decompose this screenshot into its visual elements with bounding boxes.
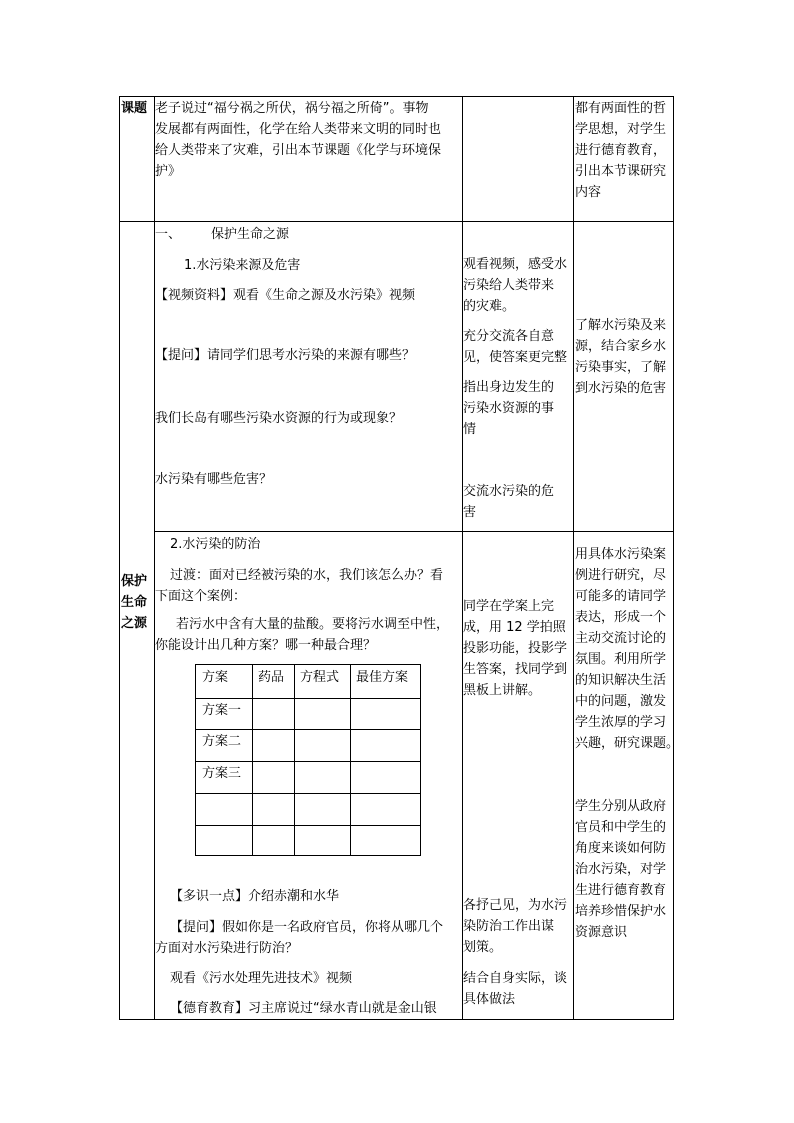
intent-line: 生进行德育教育 (575, 883, 667, 898)
intent-line: 可能多的请同学 (575, 589, 667, 604)
transition-line: 过渡：面对已经被污染的水，我们该怎么办？看 (170, 568, 444, 583)
student-line: 观看视频，感受水 (463, 257, 568, 272)
intent-line: 用具体水污染案 (575, 547, 667, 562)
row-label-line: 生命 (121, 595, 148, 610)
table-row-label: 方案二 (202, 734, 242, 749)
video-resource: 观看《污水处理先进技术》视频 (170, 971, 353, 986)
table-header: 方案 (202, 670, 229, 685)
intent-line: 官员和中学生的 (575, 820, 667, 835)
student-line: 充分交流各自意 (463, 329, 555, 344)
question: 【提问】请同学们思考水污染的来源有哪些？ (155, 348, 416, 363)
student-line: 投影功能，投影学 (463, 641, 568, 656)
student-line: 污染水资源的事 (463, 401, 555, 416)
subheading: 1.水污染来源及危害 (184, 258, 301, 273)
student-line: 具体做法 (463, 992, 516, 1007)
intent-line: 表达，形成一个 (575, 610, 667, 625)
case-line: 你能设计出几种方案？哪一种最合理？ (155, 638, 377, 653)
intent-line: 进行德育教育， (575, 143, 667, 158)
section-heading: 保护生命之源 (211, 227, 290, 242)
intro-line: 发展都有两面性，化学在给人类带来文明的同时也 (155, 122, 442, 137)
intent-line: 治水污染，对学 (575, 862, 667, 877)
intent-line: 培养珍惜保护水 (575, 904, 667, 919)
case-line: 若污水中含有大量的盐酸。要将污水调至中性， (176, 617, 450, 632)
intent-line: 氛围。利用所学 (575, 652, 667, 667)
student-line: 同学在学案上完 (463, 599, 555, 614)
intent-line: 都有两面性的哲 (575, 101, 667, 116)
row-label-line: 保护 (121, 574, 148, 589)
intro-line: 给人类带来了灾难，引出本节课题《化学与环境保 (155, 143, 442, 158)
row-label-line: 之源 (121, 616, 148, 631)
intent-line: 了解水污染及来 (575, 318, 667, 333)
question-line: 【提问】假如你是一名政府官员，你将从哪几个 (170, 920, 444, 935)
table-row-label: 方案一 (202, 703, 242, 718)
student-line: 污染给人类带来 (463, 278, 555, 293)
row-divider (154, 531, 674, 532)
intent-line: 例进行研究，尽 (575, 568, 667, 583)
scheme-table (195, 664, 421, 856)
intent-line: 到水污染的危害 (575, 381, 667, 396)
student-line: 情 (463, 422, 477, 437)
student-line: 各抒己见，为水污 (463, 898, 568, 913)
intro-line: 护》 (155, 164, 182, 179)
student-line: 的灾难。 (463, 299, 516, 314)
table-row-label: 方案三 (202, 766, 242, 781)
intent-line: 学生浓厚的学习 (575, 715, 667, 730)
transition-line: 下面这个案例： (155, 589, 247, 604)
student-line: 见，使答案更完整 (463, 350, 568, 365)
intent-line: 的知识解决生活 (575, 673, 667, 688)
student-line: 交流水污染的危 (463, 484, 555, 499)
intent-line: 角度来谈如何防 (575, 841, 667, 856)
intro-line: 老子说过“福兮祸之所伏，祸兮福之所倚”。事物 (155, 101, 429, 116)
intent-line: 引出本节课研究 (575, 164, 667, 179)
intent-line: 学思想，对学生 (575, 122, 667, 137)
row-label-topic: 课题 (121, 101, 148, 116)
column-divider (462, 96, 463, 1020)
table-header: 方程式 (300, 670, 340, 685)
student-line: 生答案，找同学到 (463, 662, 568, 677)
table-header: 最佳方案 (356, 670, 409, 685)
video-resource: 【视频资料】观看《生命之源及水污染》视频 (155, 288, 416, 303)
student-line: 染防治工作出谋 (463, 919, 555, 934)
intent-line: 主动交流讨论的 (575, 631, 667, 646)
section-heading-number: 一、 (155, 227, 182, 242)
student-line: 成，用 12 学拍照 (463, 620, 566, 635)
harm-question: 水污染有哪些危害？ (155, 472, 273, 487)
table-header: 药品 (258, 670, 285, 685)
intent-line: 污染事实，了解 (575, 360, 667, 375)
question-line: 方面对水污染进行防治？ (155, 941, 299, 956)
student-line: 黑板上讲解。 (463, 683, 542, 698)
extra-knowledge: 【多识一点】介绍赤潮和水华 (170, 889, 340, 904)
intent-line: 兴趣，研究课题。 (575, 736, 680, 751)
row-divider (119, 221, 674, 222)
intent-line: 内容 (575, 185, 602, 200)
student-line: 划策。 (463, 940, 503, 955)
intent-line: 资源意识 (575, 925, 628, 940)
moral-education: 【德育教育】习主席说过“绿水青山就是金山银 (170, 1001, 437, 1016)
column-divider (573, 96, 574, 1020)
local-question: 我们长岛有哪些污染水资源的行为或现象？ (155, 411, 403, 426)
student-line: 结合自身实际，谈 (463, 971, 568, 986)
student-line: 指出身边发生的 (463, 380, 555, 395)
intent-line: 源，结合家乡水 (575, 339, 667, 354)
subheading: 2.水污染的防治 (170, 537, 261, 552)
intent-line: 学生分别从政府 (575, 799, 667, 814)
intent-line: 中的问题，激发 (575, 694, 667, 709)
student-line: 害 (463, 505, 477, 520)
